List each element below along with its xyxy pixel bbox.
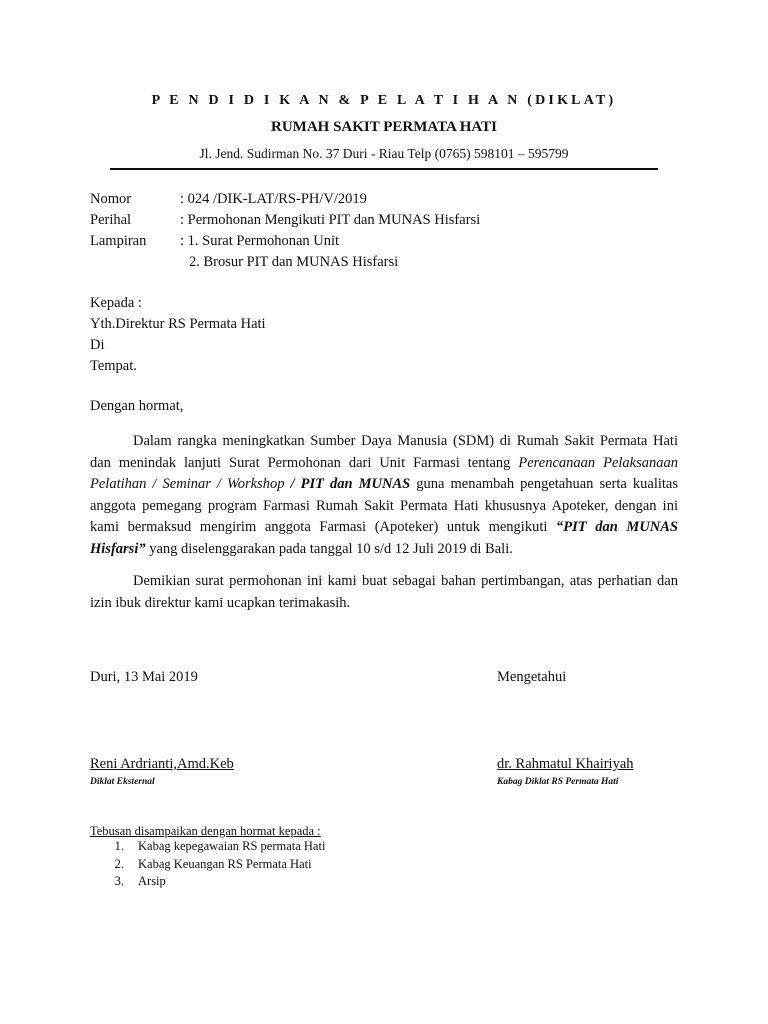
letterhead-address: Jl. Jend. Sudirman No. 37 Duri - Riau Telp (0765) 598101 – 595799 <box>199 146 569 161</box>
cc-list-item <box>110 873 325 891</box>
body-paragraph-2 <box>90 571 678 614</box>
cc-title: Tebusan disampaikan dengan hormat kepada : <box>90 824 321 838</box>
recipient-yth: Yth.Direktur RS Permata Hati <box>90 316 266 332</box>
body1-bolditalic-1: / PIT dan MUNAS <box>284 476 411 492</box>
recipient-di: Di <box>90 337 105 353</box>
recipient-kepada: Kepada : <box>90 295 142 311</box>
meta-lampiran-value-2: 2. Brosur PIT dan MUNAS Hisfarsi <box>189 254 399 270</box>
signature-place-date: Duri, 13 Mai 2019 <box>90 669 198 685</box>
signature-mengetahui: Mengetahui <box>497 669 567 685</box>
cc-item-text: Kabag kepegawaian RS permata Hati <box>138 839 326 853</box>
meta-nomor-label: Nomor <box>90 191 132 207</box>
signature-left-name: Reni Ardrianti,Amd.Keb <box>90 756 234 772</box>
body1-bolditalic-2: “PIT dan MUNAS Hisfarsi” <box>90 519 678 557</box>
signature-right-role: Kabag Diklat RS Permata Hati <box>497 777 619 787</box>
cc-list-item <box>110 856 325 874</box>
body2-text: Demikian surat permohonan ini kami buat sebagai bahan pertimbangan, atas perhatian dan izin ibuk direktur kami ucapkan terimakasih. <box>90 573 678 611</box>
meta-nomor-value: : 024 /DIK-LAT/RS-PH/V/2019 <box>180 191 367 207</box>
meta-lampiran-value-1: : 1. Surat Permohonan Unit <box>180 233 340 249</box>
cc-item-number: 2. <box>114 856 124 871</box>
cc-item-text: Kabag Keuangan RS Permata Hati <box>138 856 312 871</box>
letterhead-hospital-name: RUMAH SAKIT PERMATA HATI <box>271 119 497 135</box>
meta-lampiran-label: Lampiran <box>90 233 147 249</box>
recipient-tempat: Tempat. <box>90 358 137 374</box>
cc-list-item <box>110 838 325 856</box>
cc-item-text: Arsip <box>138 874 166 888</box>
cc-item-number: 1. <box>114 839 124 853</box>
cc-item-number: 3. <box>114 874 124 888</box>
body1-italic: Perencanaan Pelaksanaan Pelatihan / Seminar / Workshop <box>90 454 678 492</box>
letterhead-divider <box>110 168 658 170</box>
body1-part1: Dalam rangka meningkatkan Sumber Daya Manusia (SDM) di Rumah Sakit Permata Hati dan menindak lanjuti Surat Permohonan dari Unit Farmasi tentang <box>90 433 678 471</box>
cc-list <box>110 838 325 891</box>
signature-left-role: Diklat Eksternal <box>90 777 155 787</box>
signature-right-name: dr. Rahmatul Khairiyah <box>497 756 634 772</box>
body-paragraph-1 <box>90 431 678 560</box>
letterhead-title: P E N D I D I K A N & P E L A T I H A N (DIKLAT) <box>151 93 617 108</box>
body1-part2: guna menambah pengetahuan serta kualitas anggota pemegang program Farmasi Rumah Sakit Permata Hati khususnya Apoteker, dengan ini kami bermaksud mengirim anggota Farmasi (Apoteker) untuk mengikuti <box>90 476 678 535</box>
body1-part3: yang diselenggarakan pada tanggal 10 s/d 12 Juli 2019 di Bali. <box>145 540 513 557</box>
greeting: Dengan hormat, <box>90 398 184 414</box>
meta-perihal-value: : Permohonan Mengikuti PIT dan MUNAS Hisfarsi <box>180 212 481 228</box>
meta-perihal-label: Perihal <box>90 212 132 228</box>
